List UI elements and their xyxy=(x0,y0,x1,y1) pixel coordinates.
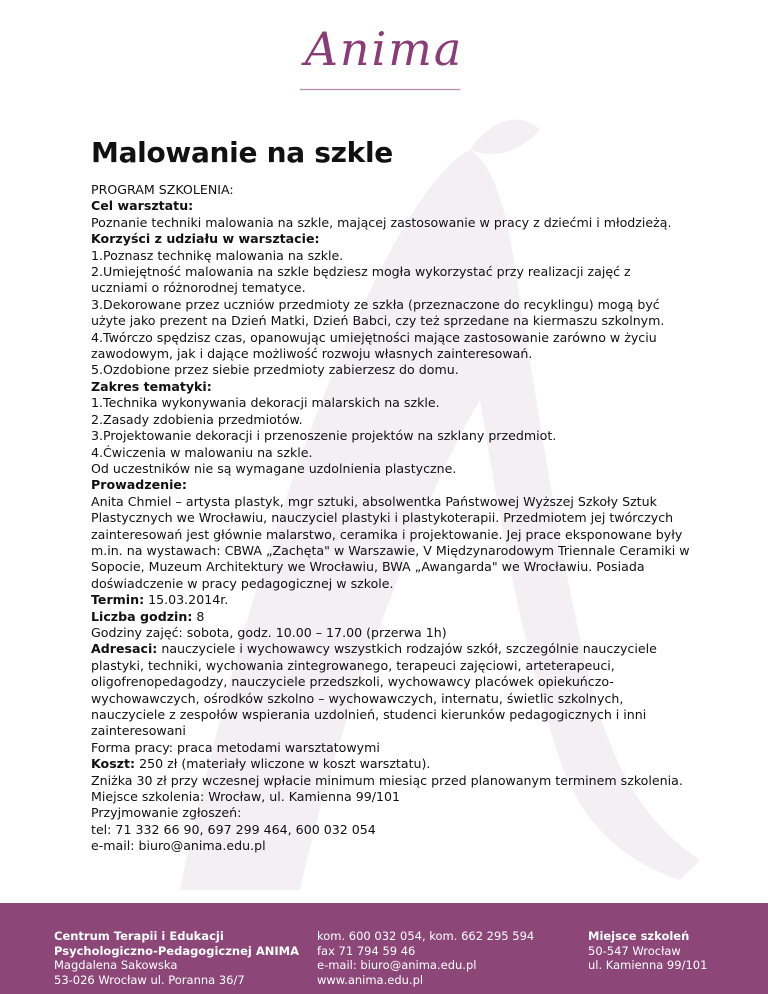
logo-underline xyxy=(300,88,460,91)
content-paragraph xyxy=(91,264,691,297)
content-paragraph xyxy=(91,428,691,444)
page-title: Malowanie na szkle xyxy=(91,136,393,169)
content-paragraph xyxy=(91,740,691,756)
footer-location-line: ul. Kamienna 99/101 xyxy=(588,958,708,972)
content-text: 3.Dekorowane przez uczniów przedmioty ze szkła (przeznaczone do recyklingu) mogą być użyte jako prezent na Dzień Matki, Dzień Babci, czy też sprzedane na kiermaszu szkolnym. xyxy=(91,296,665,329)
content-paragraph xyxy=(91,477,691,493)
content-paragraph xyxy=(91,625,691,641)
content-paragraph xyxy=(91,248,691,264)
content-text: Poznanie techniki malowania na szkle, mającej zastosowanie w pracy z dziećmi i młodzieżą. xyxy=(91,214,672,230)
section-heading: Termin: xyxy=(91,592,145,608)
content-paragraph xyxy=(91,773,691,789)
logo-text: Anima xyxy=(304,22,464,76)
section-heading: Koszt: xyxy=(91,756,136,772)
content-paragraph xyxy=(91,641,691,739)
content-text: 1.Poznasz technikę malowania na szkle. xyxy=(91,247,344,263)
content-text: e-mail: biuro@anima.edu.pl xyxy=(91,838,266,854)
content-paragraph xyxy=(91,789,691,805)
content-paragraph xyxy=(91,445,691,461)
section-heading: Prowadzenie: xyxy=(91,477,187,493)
content-text: 2.Zasady zdobienia przedmiotów. xyxy=(91,411,303,427)
content-text: 2.Umiejętność malowania na szkle będziesz mogła wykorzystać przy realizacji zajęć z uczniami o różnorodnej tematyce. xyxy=(91,264,631,296)
content-paragraph xyxy=(91,412,691,428)
content-text: 1.Technika wykonywania dekoracji malarskich na szkle. xyxy=(91,395,440,411)
footer-contact-line[interactable]: www.anima.edu.pl xyxy=(317,972,424,987)
content-paragraph xyxy=(91,838,691,854)
section-heading: Zakres tematyki: xyxy=(91,378,212,394)
section-heading: Korzyści z udziału w warsztacie: xyxy=(91,231,320,247)
program-content xyxy=(91,182,691,855)
document-body xyxy=(91,136,691,855)
content-paragraph xyxy=(91,198,691,214)
footer-contact xyxy=(317,929,534,987)
footer-contact-line: kom. 600 032 054, kom. 662 295 594 xyxy=(317,929,535,943)
content-text: 15.03.2014r. xyxy=(144,592,229,608)
content-text: Godziny zajęć: sobota, godz. 10.00 – 17.00 (przerwa 1h) xyxy=(91,624,447,640)
section-heading: Liczba godzin: xyxy=(91,608,193,624)
content-paragraph xyxy=(91,330,691,363)
content-text: Przyjmowanie zgłoszeń: xyxy=(91,805,242,821)
content-text: Forma pracy: praca metodami warsztatowymi xyxy=(91,739,380,755)
footer-location-line: 50-547 Wrocław xyxy=(588,943,681,958)
content-paragraph xyxy=(91,822,691,838)
content-paragraph xyxy=(91,182,691,198)
content-paragraph xyxy=(91,395,691,411)
content-paragraph xyxy=(91,297,691,330)
footer-company xyxy=(54,929,299,987)
content-paragraph xyxy=(91,379,691,395)
content-paragraph xyxy=(91,461,691,477)
content-paragraph xyxy=(91,592,691,608)
footer-company-line: Centrum Terapii i Edukacji xyxy=(54,929,224,943)
footer-company-line: Magdalena Sakowska xyxy=(54,958,178,972)
footer-location xyxy=(588,929,707,973)
footer-company-line: Psychologiczno-Pedagogicznej ANIMA xyxy=(54,943,299,958)
footer-location-line: Miejsce szkoleń xyxy=(588,929,690,943)
content-paragraph xyxy=(91,494,691,592)
footer xyxy=(0,903,768,994)
content-text: Od uczestników nie są wymagane uzdolnienia plastyczne. xyxy=(91,460,457,476)
content-text: PROGRAM SZKOLENIA: xyxy=(91,182,234,197)
content-text: 3.Projektowanie dekoracji i przenoszenie projektów na szklany przedmiot. xyxy=(91,428,557,444)
content-text: 4.Twórczo spędzisz czas, opanowując umiejętności mające zastosowanie zarówno w życiu zawodowym, jak i dające możliwość rozwoju własnych zainteresowań. xyxy=(91,329,657,362)
content-paragraph xyxy=(91,362,691,378)
content-paragraph xyxy=(91,215,691,231)
section-heading: Adresaci: xyxy=(91,641,158,657)
content-paragraph xyxy=(91,805,691,821)
logo xyxy=(0,22,768,76)
content-paragraph xyxy=(91,231,691,247)
section-heading: Cel warsztatu: xyxy=(91,198,194,214)
content-text: 8 xyxy=(192,608,205,624)
content-text: Miejsce szkolenia: Wrocław, ul. Kamienna 99/101 xyxy=(91,789,401,805)
footer-contact-line: fax 71 794 59 46 xyxy=(317,943,416,958)
content-text: tel: 71 332 66 90, 697 299 464, 600 032 054 xyxy=(91,821,376,837)
content-paragraph xyxy=(91,756,691,772)
content-text: 4.Ćwiczenia w malowaniu na szkle. xyxy=(91,444,313,460)
footer-contact-line[interactable]: e-mail: biuro@anima.edu.pl xyxy=(317,958,477,972)
content-text: 250 zł (materiały wliczone w koszt warsztatu). xyxy=(135,756,431,772)
content-text: Anita Chmiel – artysta plastyk, mgr sztuki, absolwentka Państwowej Wyższej Szkoły Sztuk Plastycznych we Wrocławiu, nauczyciel plastyki i plastykoterapii. Przedmiotem jej twórczych zainteresowań jest głównie malarstwo, ceramika i projektowanie. Jej prace eksponowane były m.in. na wystawach: CBWA „Zachęta" w Warszawie, V Międzynarodowym Triennale Ceramiki w Sopocie, Muzeum Architektury we Wrocławiu, BWA „Awangarda" we Wrocławiu. Posiada doświadczenie w pracy pedagogicznej w szkole. xyxy=(91,493,690,591)
content-text: Zniżka 30 zł przy wczesnej wpłacie minimum miesiąc przed planowanym terminem szkolenia. xyxy=(91,772,683,788)
footer-company-line: 53-026 Wrocław ul. Poranna 36/7 xyxy=(54,972,245,987)
content-text: 5.Ozdobione przez siebie przedmioty zabierzesz do domu. xyxy=(91,362,459,378)
content-paragraph xyxy=(91,609,691,625)
content-text: nauczyciele i wychowawcy wszystkich rodzajów szkół, szczególnie nauczyciele plastyki, techniki, wychowania zintegrowanego, terapeuci zajęciowi, arteterapeuci, oligofrenopedagodzy, nauczyciele przedszkoli, wychowawcy placówek opiekuńczo-wychowawczych, ośrodków szkolno – wychowawczych, internatu, świetlic szkolnych, nauczyciele z zespołów wspierania uzdolnień, studenci kierunków pedagogicznych i inni zainteresowani xyxy=(91,641,657,739)
